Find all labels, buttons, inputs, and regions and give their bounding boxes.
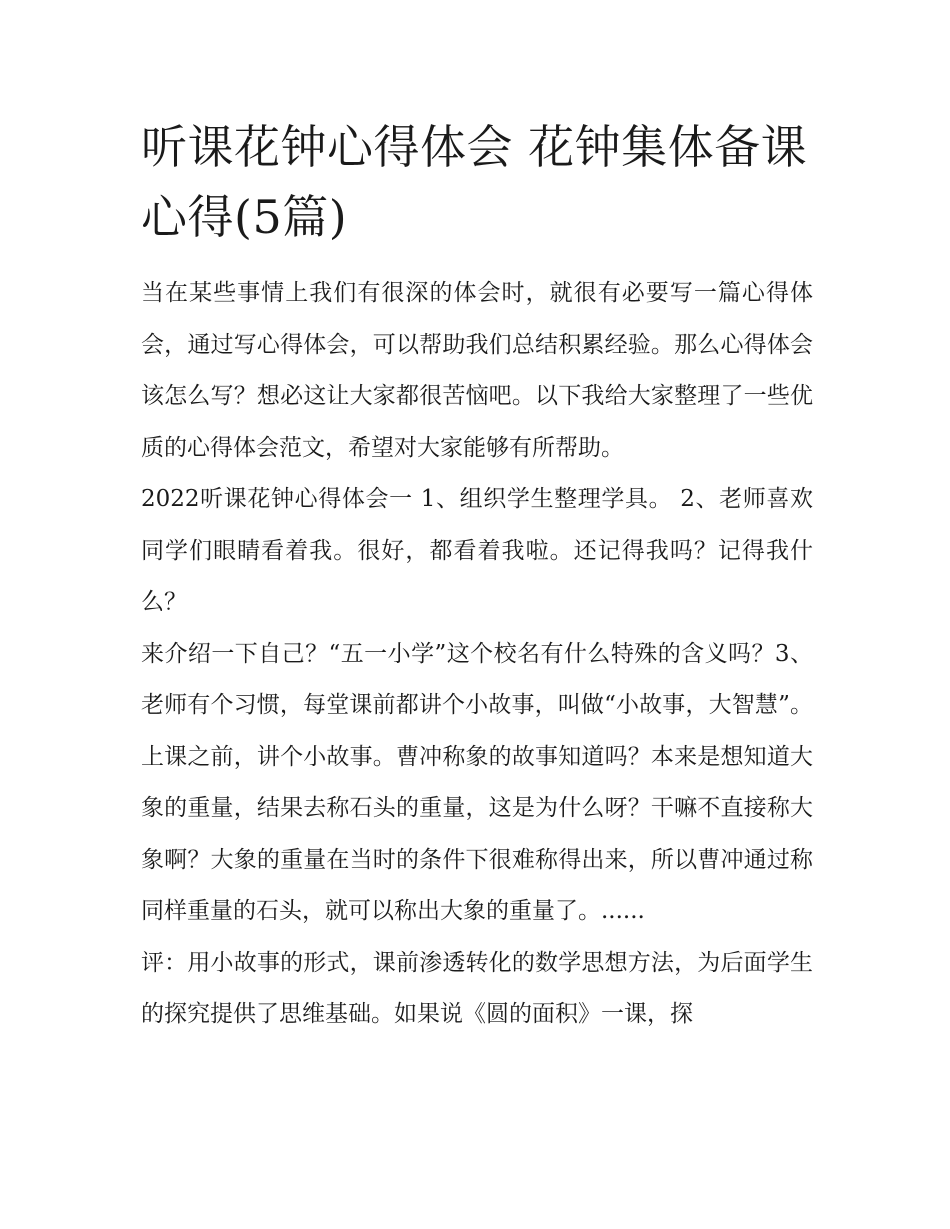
document-page [141, 112, 813, 1041]
paragraph-story: 来介绍一下自己？“五一小学”这个校名有什么特殊的含义吗？3、老师有个习惯，每堂课前都讲个小故事，叫做“小故事，大智慧”。上课之前，讲个小故事。曹冲称象的故事知道吗？本来是想知道大象的重量，结果去称石头的重量，这是为什么呀？干嘛不直接称大象啊？大象的重量在当时的条件下很难称得出来，所以曹冲通过称同样重量的石头，就可以称出大象的重量了。...... [141, 640, 813, 924]
paragraph-section-one: 2022听课花钟心得体会一 1、组织学生整理学具。 2、老师喜欢同学们眼睛看着我。很好，都看着我啦。还记得我吗？记得我什么？ [141, 486, 813, 615]
paragraph-comment: 评：用小故事的形式，课前渗透转化的数学思想方法，为后面学生的探究提供了思维基础。如果说《圆的面积》一课，探 [141, 949, 813, 1027]
document-body [141, 268, 813, 1041]
page-title: 听课花钟心得体会 花钟集体备课心得(5篇) [141, 120, 808, 244]
paragraph-intro: 当在某些事情上我们有很深的体会时，就很有必要写一篇心得体会，通过写心得体会，可以帮助我们总结积累经验。那么心得体会该怎么写？想必这让大家都很苦恼吧。以下我给大家整理了一些优质的心得体会范文，希望对大家能够有所帮助。 [141, 280, 813, 461]
